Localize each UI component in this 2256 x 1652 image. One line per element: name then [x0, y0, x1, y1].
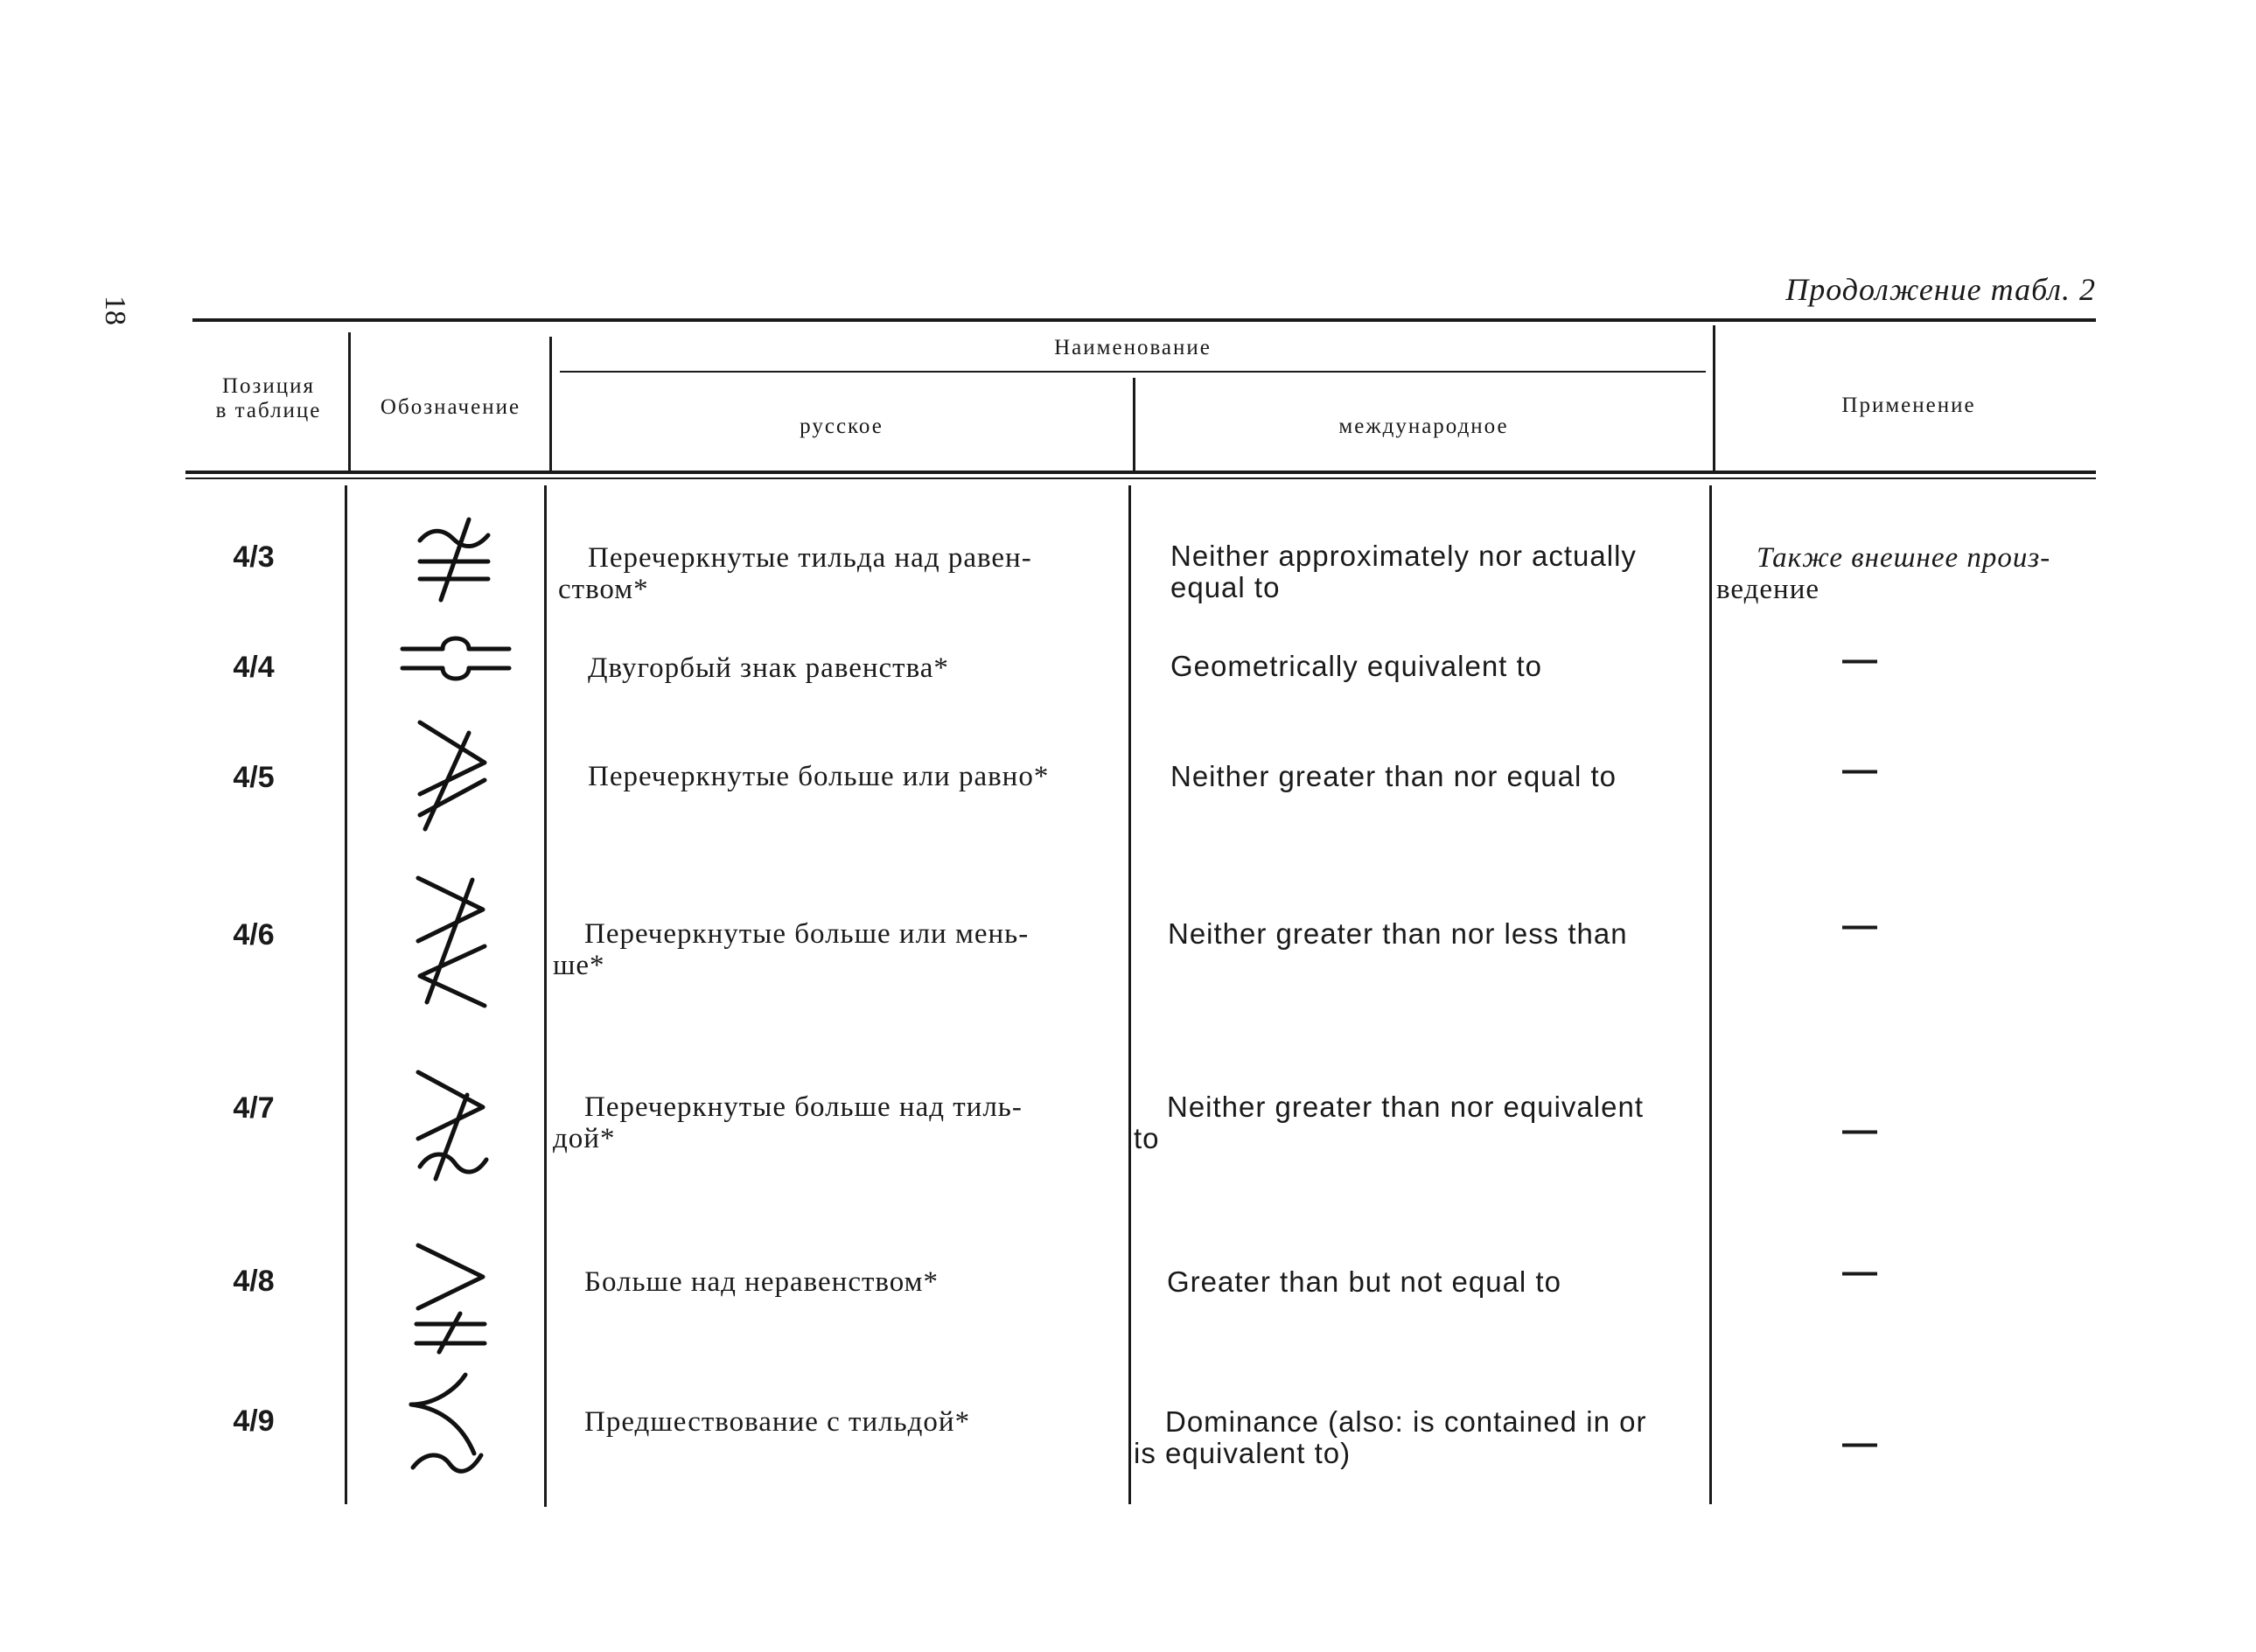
application-4-8: — — [1842, 1252, 1877, 1291]
en-name-4-3-line2: equal to — [1170, 571, 1281, 603]
position-4-6: 4/6 — [233, 918, 275, 951]
ru-name-4-9-line1: Предшествование с тильдой* — [584, 1406, 971, 1438]
ru-name-4-9 — [584, 1406, 1118, 1438]
application-4-9: — — [1842, 1424, 1877, 1462]
ru-name-4-8 — [584, 1266, 1118, 1298]
not-greater-nor-equal-icon — [413, 717, 492, 831]
ru-name-4-5 — [588, 761, 1121, 792]
not-approx-nor-equal-icon — [411, 516, 499, 603]
en-name-4-5 — [1170, 761, 1704, 792]
col-divider-2 — [549, 337, 552, 471]
position-4-5: 4/5 — [233, 761, 275, 794]
col-divider-1-body — [345, 485, 347, 1504]
ru-name-4-7-line2: дой* — [553, 1123, 616, 1154]
en-name-4-5-line1: Neither greater than nor equal to — [1170, 760, 1617, 792]
en-name-4-3-line1: Neither approximately nor actually — [1170, 540, 1637, 572]
en-name-4-7-line2: to — [1134, 1122, 1160, 1154]
en-name-4-8-line1: Greater than but not equal to — [1167, 1265, 1561, 1298]
col-divider-4-body — [1709, 485, 1712, 1504]
application-4-6: — — [1842, 906, 1877, 944]
position-4-3: 4/3 — [233, 540, 275, 574]
ru-name-4-3 — [558, 542, 1127, 605]
application-4-3 — [1716, 542, 2101, 605]
ru-name-4-3-line2: ством* — [558, 574, 649, 605]
col-divider-1 — [348, 332, 351, 471]
name-group-rule — [560, 371, 1706, 373]
table-continuation-caption: Продолжение табл. 2 — [1785, 272, 2096, 307]
position-4-4: 4/4 — [233, 651, 275, 684]
position-4-8: 4/8 — [233, 1265, 275, 1298]
en-name-4-7 — [1134, 1091, 1708, 1154]
en-name-4-9-line2: is equivalent to) — [1134, 1437, 1352, 1469]
en-name-4-9 — [1134, 1406, 1708, 1469]
en-name-4-7-line1: Neither greater than nor equivalent — [1167, 1091, 1644, 1123]
ru-name-4-6-line1: Перечеркнутые больше или мень- — [584, 918, 1030, 950]
header-position — [194, 374, 343, 423]
col-divider-4 — [1713, 325, 1715, 471]
ru-name-4-6-line2: ше* — [553, 950, 605, 981]
ru-name-4-6 — [553, 918, 1126, 981]
en-name-4-3 — [1135, 540, 1709, 603]
not-greater-nor-less-icon — [411, 871, 492, 1011]
en-name-4-8 — [1167, 1266, 1701, 1298]
ru-name-4-7 — [553, 1091, 1126, 1154]
en-name-4-4 — [1170, 651, 1704, 682]
header-designation: Обозначение — [380, 395, 521, 419]
application-4-7: — — [1842, 1111, 1877, 1149]
geometrically-equivalent-icon — [401, 631, 511, 684]
en-name-4-6-line1: Neither greater than nor less than — [1168, 917, 1628, 950]
position-4-9: 4/9 — [233, 1405, 275, 1438]
col-divider-2-body — [544, 485, 547, 1507]
ru-name-4-7-line1: Перечеркнутые больше над тиль- — [584, 1091, 1023, 1123]
ru-name-4-4 — [588, 652, 1121, 684]
header-position-line2: в таблице — [215, 399, 322, 422]
position-4-7: 4/7 — [233, 1091, 275, 1125]
page-number: 18 — [99, 296, 131, 325]
not-greater-nor-equivalent-icon — [411, 1069, 492, 1182]
col-divider-3-body — [1128, 485, 1131, 1504]
ru-name-4-5-line1: Перечеркнутые больше или равно* — [588, 761, 1050, 792]
header-position-line1: Позиция — [221, 374, 316, 398]
header-russian: русское — [800, 415, 884, 438]
dominance-tilde-icon — [404, 1370, 492, 1474]
ru-name-4-8-line1: Больше над неравенством* — [584, 1266, 939, 1298]
greater-not-equal-icon — [411, 1240, 490, 1354]
en-name-4-9-line1: Dominance (also: is contained in or — [1165, 1405, 1647, 1438]
header-international: международное — [1338, 415, 1509, 438]
application-4-3-line2: ведение — [1716, 574, 1820, 605]
en-name-4-6 — [1168, 918, 1706, 950]
application-4-4: — — [1842, 640, 1877, 679]
application-4-3-line1: Также внешнее произ- — [1757, 542, 2051, 574]
ru-name-4-4-line1: Двугорбый знак равенства* — [588, 652, 949, 684]
application-4-5: — — [1842, 750, 1877, 789]
header-application: Применение — [1841, 394, 1976, 417]
en-name-4-4-line1: Geometrically equivalent to — [1170, 650, 1543, 682]
table-top-rule — [192, 318, 2096, 322]
header-bottom-rule-2 — [185, 477, 2096, 479]
header-name-group: Наименование — [1054, 336, 1212, 359]
col-divider-3 — [1133, 378, 1135, 471]
ru-name-4-3-line1: Перечеркнутые тильда над равен- — [588, 542, 1032, 574]
header-bottom-rule — [185, 471, 2096, 474]
